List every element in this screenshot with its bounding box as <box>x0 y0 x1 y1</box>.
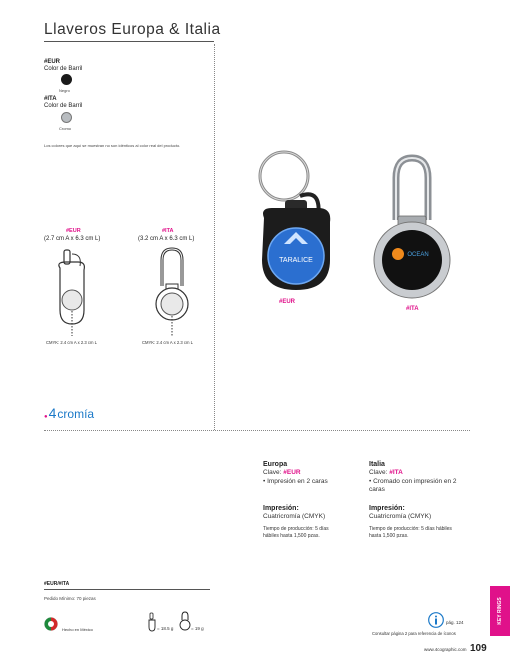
measure-ita-size: (3.2 cm A x 6.3 cm L) <box>138 236 195 242</box>
eur-weight-icon <box>147 612 157 632</box>
eur-line-drawing <box>52 248 92 338</box>
ita-photo-caption: #ITA <box>406 306 419 312</box>
measure-eur-size: (2.7 cm A x 6.3 cm L) <box>44 236 101 242</box>
ita-code: #ITA <box>44 96 57 102</box>
europa-print-title: Impresión: <box>263 505 299 512</box>
side-tab-label: KEY RINGS <box>497 597 503 625</box>
min-order: Pedido Mínimo: 70 piezas <box>44 596 96 601</box>
measure-eur-code: #EUR <box>66 228 81 234</box>
ita-line-drawing <box>152 246 192 338</box>
europa-feature: • Impresión en 2 caras <box>263 478 328 485</box>
icons-reference-note: Consultar página 2 para referencia de íconos <box>372 631 456 636</box>
europa-key: #EUR <box>283 469 301 476</box>
footer-rule <box>44 589 210 590</box>
eur-black-swatch <box>61 74 72 85</box>
italia-key-label: Clave: <box>369 469 388 476</box>
europa-name: Europa <box>263 461 288 468</box>
eur-color-name: Negro <box>59 88 70 93</box>
page-reference: pág. 124 <box>446 620 464 625</box>
page-number: 109 <box>470 643 487 654</box>
europa-print-method: Cuatricromía (CMYK) <box>263 513 326 520</box>
vertical-divider <box>214 44 215 430</box>
ita-chrome-swatch <box>61 112 72 123</box>
italia-name: Italia <box>369 461 385 468</box>
measure-ita-code: #ITA <box>162 228 174 234</box>
color-disclaimer: Los colores que aquí se muestran no son idénticos al color real del producto. <box>44 143 181 148</box>
italia-print-method: Cuatricromía (CMYK) <box>369 513 432 520</box>
info-icon[interactable] <box>428 612 444 628</box>
logo-prefix: 4 <box>48 405 57 421</box>
europa-production: Tiempo de producción: 5 días hábiles hasta 1,500 pzas. <box>263 526 329 539</box>
eur-barrel-label: Color de Barril <box>44 66 83 72</box>
side-tab-key-rings <box>490 586 510 636</box>
page-title: Llaveros Europa & Italia <box>44 21 221 38</box>
logo-text: cromía <box>57 407 95 421</box>
footer-codes: #EUR/#ITA <box>44 581 70 587</box>
europa-key-line <box>263 469 301 476</box>
eur-photo-caption: #EUR <box>279 299 296 305</box>
mexico-flag-icon <box>44 617 58 631</box>
website: www.4cographic.com <box>424 647 467 652</box>
italia-production: Tiempo de producción: 5 días hábiles hasta 1,500 pzas. <box>369 526 452 539</box>
made-in-mexico: Hecho en México <box>62 627 93 632</box>
italia-print-title: Impresión: <box>369 505 405 512</box>
europa-key-label: Clave: <box>263 469 282 476</box>
eur-logo-text: TARALICE <box>279 257 313 264</box>
ita-logo-text: OCEAN <box>407 252 429 258</box>
ita-product-photo <box>368 150 458 310</box>
ita-color-name: Cromo <box>59 126 72 131</box>
italia-feature: • Cromado con impresión en 2 caras <box>369 478 457 493</box>
eur-code: #EUR <box>44 59 61 65</box>
ita-weight-icon <box>179 611 191 632</box>
horizontal-divider <box>44 430 470 431</box>
ita-barrel-label: Color de Barril <box>44 103 83 109</box>
italia-key-line <box>369 469 403 476</box>
title-underline <box>44 41 214 42</box>
logo-dots-icon: ● <box>44 414 48 420</box>
ita-print-area: CMYK: 2.4 cm A x 2.3 cm L <box>142 340 193 345</box>
weight-ita: = 19 g <box>191 626 204 631</box>
eur-product-photo <box>250 148 340 298</box>
weight-eur: = 18.5 g <box>157 626 174 631</box>
eur-print-area: CMYK: 2.4 cm A x 2.3 cm L <box>46 340 97 345</box>
cromia-logo <box>44 405 94 421</box>
italia-key: #ITA <box>389 469 403 476</box>
